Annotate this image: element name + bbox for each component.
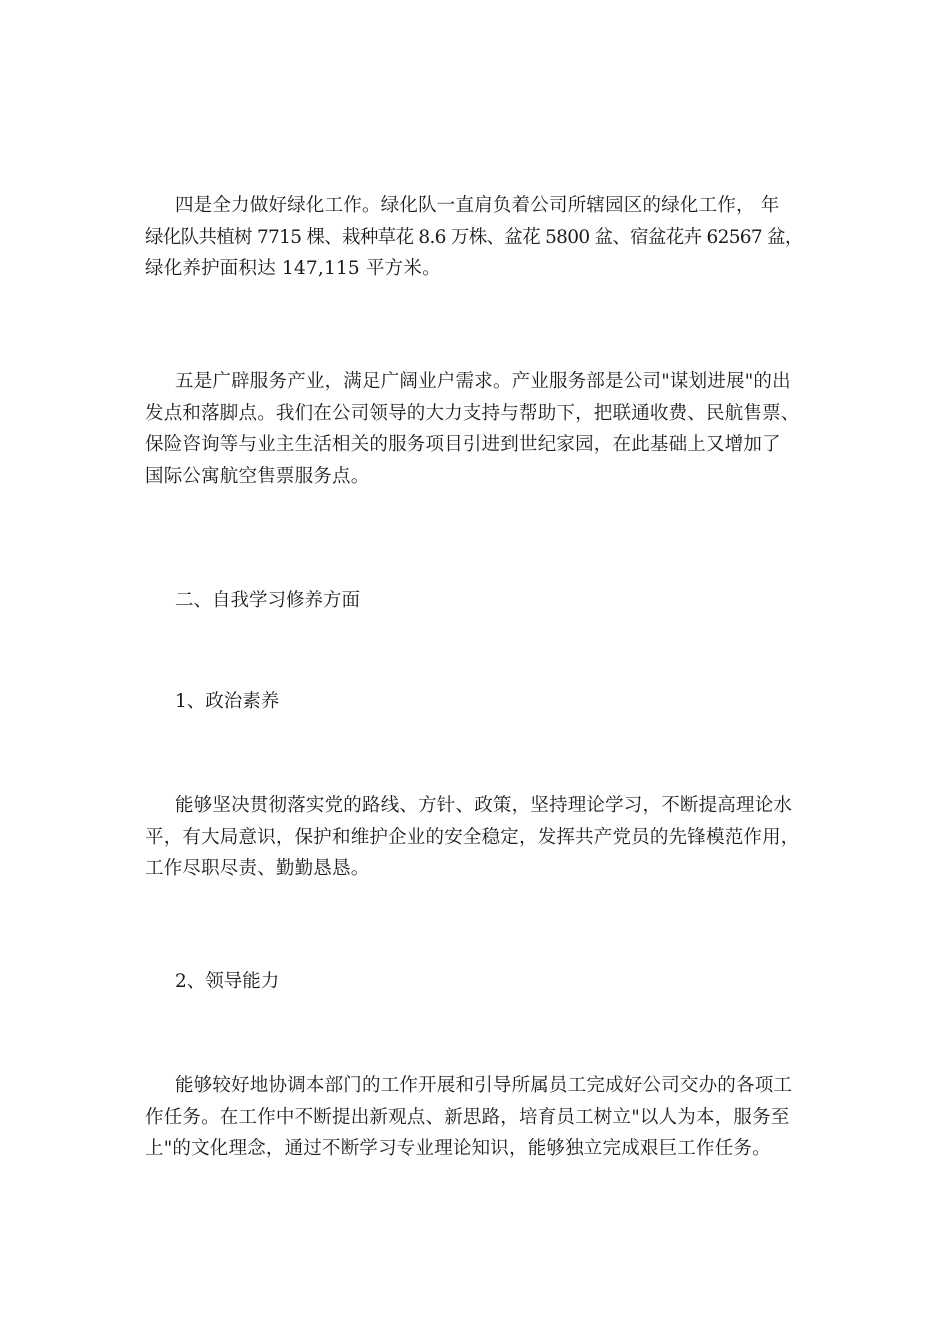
paragraph-line: 发点和落脚点。我们在公司领导的大力支持与帮助下，把联通收费、民航售票、 [145, 402, 800, 424]
paragraph-line: 四是全力做好绿化工作。绿化队一直肩负着公司所辖园区的绿化工作， 年 [175, 195, 780, 216]
paragraph-line: 五是广辟服务产业，满足广阔业户需求。产业服务部是公司"谋划进展"的出 [175, 371, 791, 392]
paragraph-line: 能够较好地协调本部门的工作开展和引导所属员工完成好公司交办的各项工 [175, 1075, 793, 1096]
paragraph-line: 能够坚决贯彻落实党的路线、方针、政策，坚持理论学习，不断提高理论水 [175, 795, 793, 816]
paragraph-greening [145, 190, 805, 285]
paragraph-line: 保险咨询等与业主生活相关的服务项目引进到世纪家园，在此基础上又增加了 [145, 434, 781, 455]
paragraph-line: 工作尽职尽责、勤勤恳恳。 [145, 858, 370, 879]
paragraph-line: 国际公寓航空售票服务点。 [145, 465, 370, 487]
paragraph-leadership [145, 1070, 805, 1165]
subheading-politics: 1、政治素养 [175, 691, 280, 712]
subheading-leadership: 2、领导能力 [175, 971, 280, 992]
paragraph-services [145, 366, 805, 492]
paragraph-line: 作任务。在工作中不断提出新观点、新思路，培育员工树立"以人为本，服务至 [145, 1106, 790, 1128]
paragraph-line: 绿化养护面积达 147,115 平方米。 [145, 258, 441, 279]
section-heading: 二、自我学习修养方面 [175, 590, 361, 611]
paragraph-politics [145, 790, 805, 885]
paragraph-line: 平，有大局意识，保护和维护企业的安全稳定，发挥共产党员的先锋模范作用， [145, 826, 800, 848]
paragraph-line: 上"的文化理念，通过不断学习专业理论知识，能够独立完成艰巨工作任务。 [145, 1138, 771, 1159]
paragraph-line: 绿化队共植树 7715 棵、栽种草花 8.6 万株、盆花 5800 盆、宿盆花卉 62567 盆， [145, 226, 803, 248]
